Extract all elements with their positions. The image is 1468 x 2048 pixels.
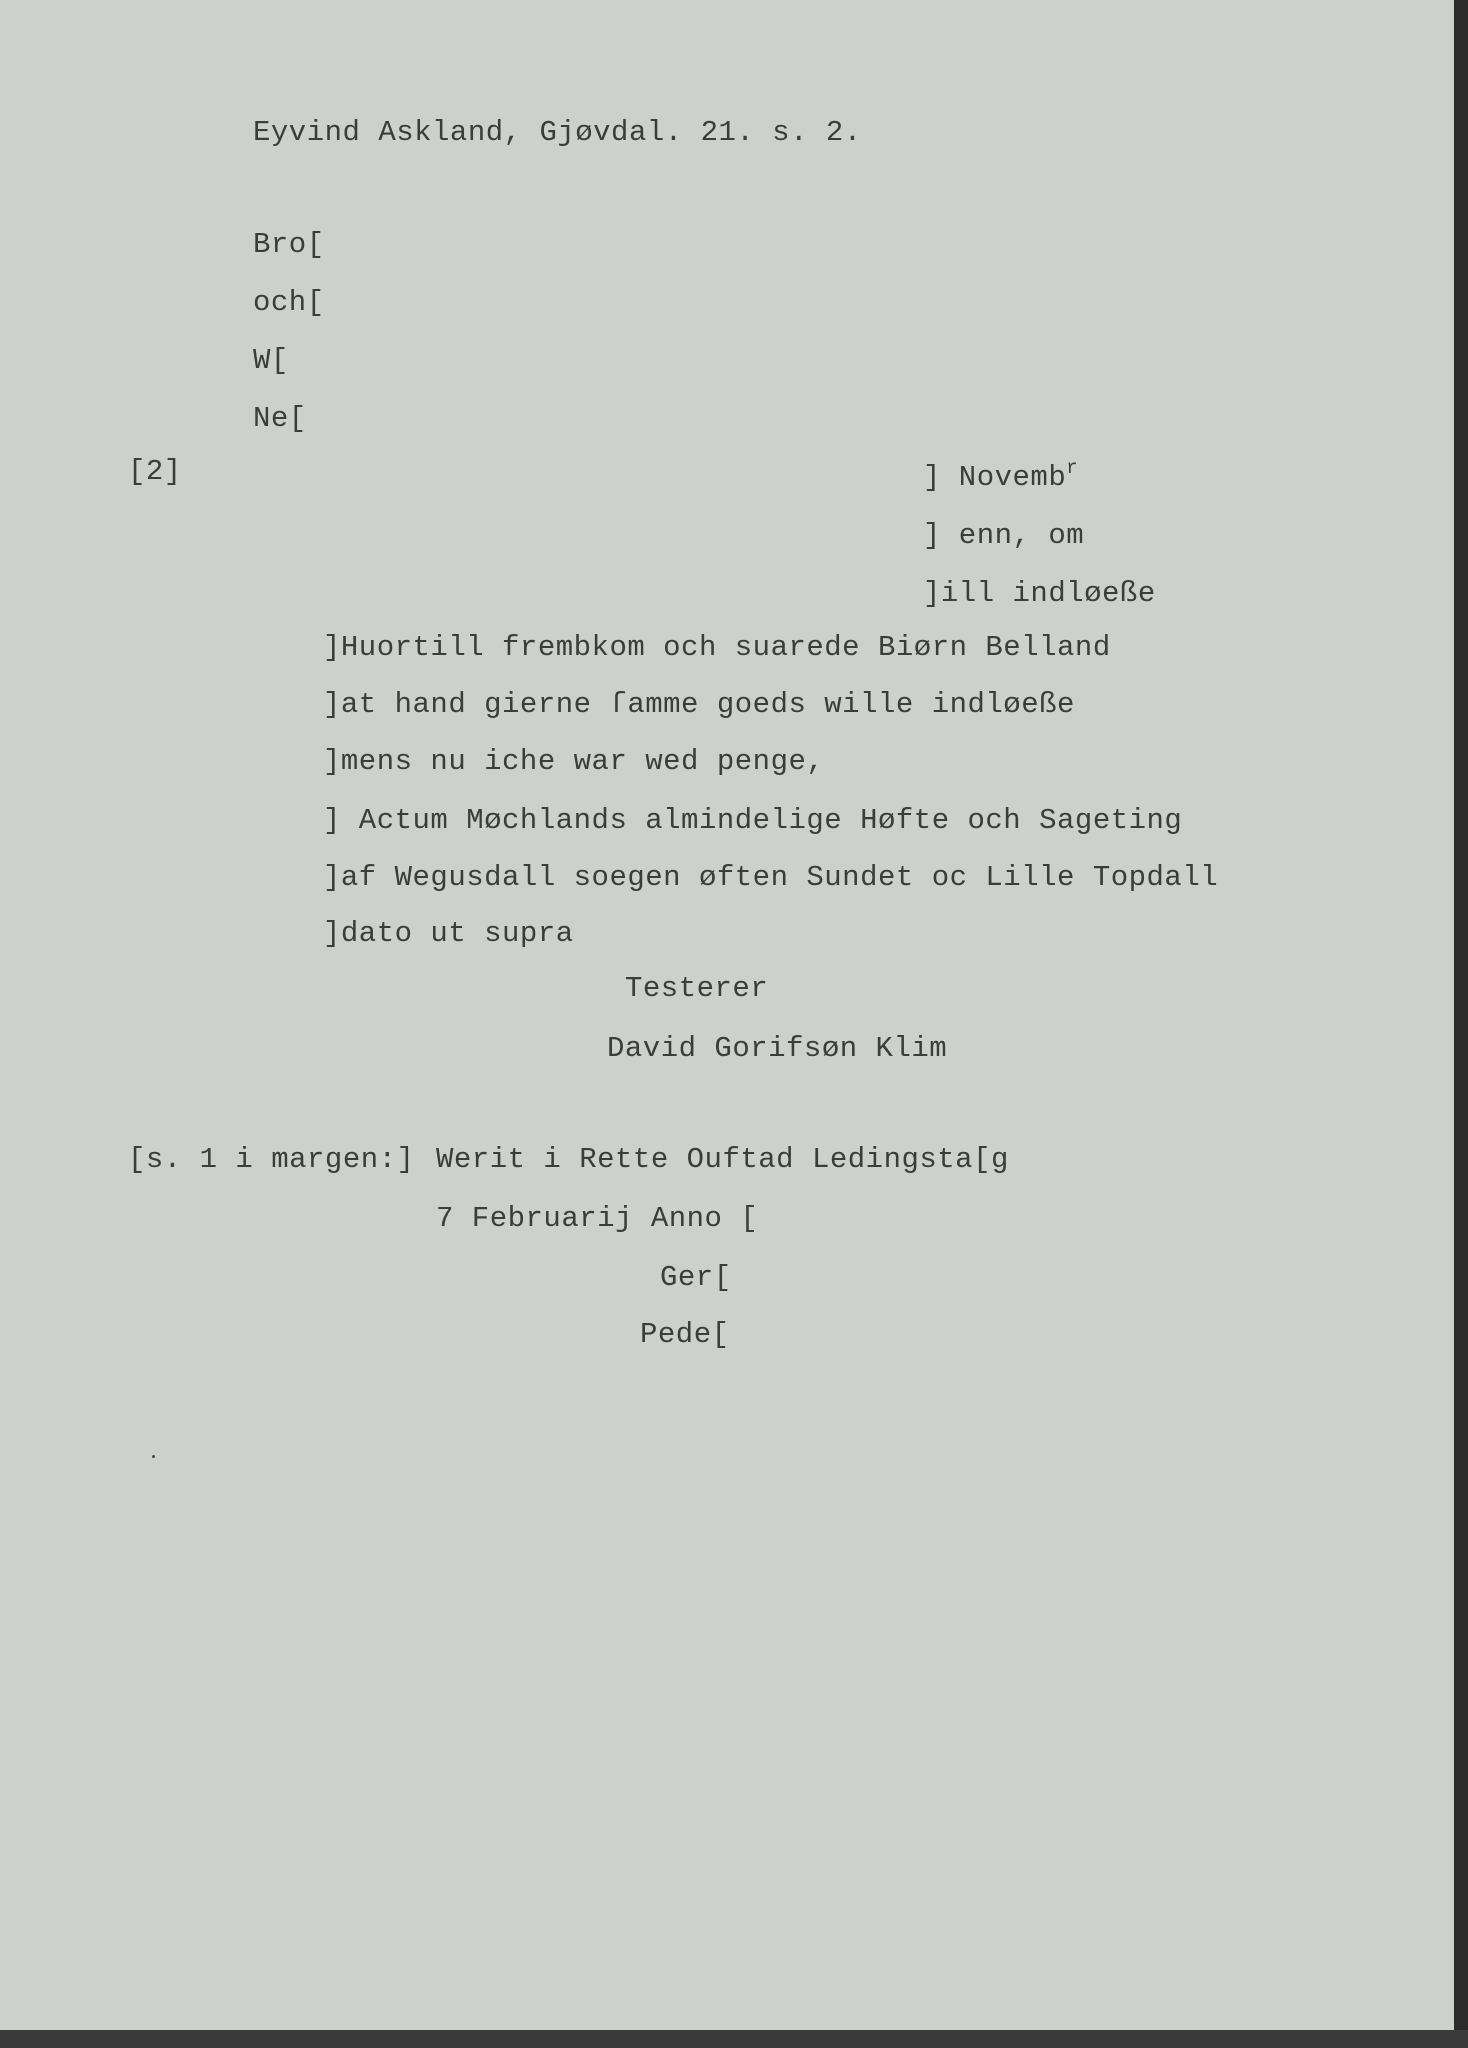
fragment-line: Bro[ [253,228,325,261]
margin-note-label: [s. 1 i margen:] [128,1143,415,1176]
body-line: ]at hand gierne ſamme goeds wille indløeße [323,688,1075,721]
paper-speck [152,1455,155,1458]
margin-note-line: 7 Februarij Anno [ [436,1202,759,1235]
margin-note-line: Pede[ [640,1318,730,1351]
margin-note-line: Werit i Rette Ouftad Ledingsta[g [436,1143,1009,1176]
body-line: ] Actum Møchlands almindelige Høfte och Sageting [323,804,1183,837]
body-line: ]mens nu iche war wed penge, [323,745,825,778]
page-marker: [2] [128,455,182,488]
right-line-superscript: r [1066,457,1079,479]
right-line [923,457,1079,495]
fragment-line: Ne[ [253,402,307,435]
right-line-text: ] Novemb [923,461,1067,494]
margin-note-line: Ger[ [660,1261,732,1294]
body-line: ]Huortill frembkom och suarede Biørn Belland [323,631,1111,664]
scan-edge-right [1454,0,1468,2048]
scan-edge-bottom [0,2030,1468,2048]
right-line: ] enn, om [923,519,1085,552]
fragment-line: W[ [253,344,289,377]
document-header: Eyvind Askland, Gjøvdal. 21. s. 2. [253,116,862,149]
signature-label: Testerer [625,972,769,1005]
fragment-line: och[ [253,286,325,319]
signature-name: David Gorifsøn Klim [607,1032,948,1065]
body-line: ]dato ut supra [323,917,574,950]
body-line: ]af Wegusdall soegen øften Sundet oc Lille Topdall [323,861,1219,894]
right-line: ]ill indløeße [923,577,1156,610]
